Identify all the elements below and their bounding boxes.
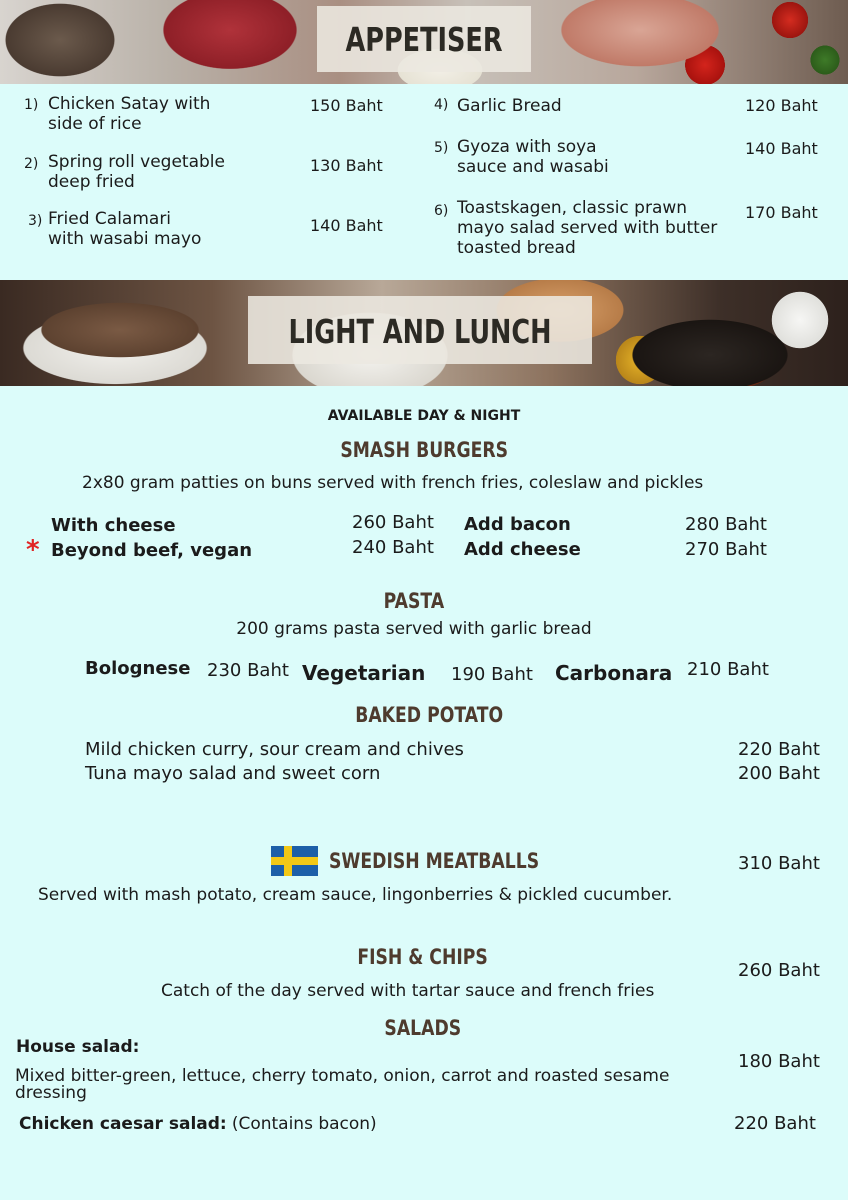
item-number: 6) [434,203,449,219]
item-price: 140 Baht [310,216,383,235]
item-price: 180 Baht [738,1051,820,1072]
menu-item-name: Add bacon [464,514,571,535]
item-description [15,1068,669,1102]
item-number: 4) [434,97,449,113]
menu-item-name: Tuna mayo salad and sweet corn [85,763,381,784]
item-line: deep fried [48,172,135,192]
item-price: 120 Baht [745,96,818,115]
item-line: Gyoza with soya [457,137,597,157]
item-line: Fried Calamari [48,209,172,229]
item-price: 190 Baht [451,664,533,685]
menu-item-name: Bolognese [85,658,191,679]
menu-item-name [48,94,210,134]
menu-item-name: Add cheese [464,539,581,560]
appetiser-title-plate [317,6,531,72]
item-line: mayo salad served with butter [457,218,718,238]
section-heading: SALADS [384,1016,462,1040]
item-number: 2) [24,156,39,172]
item-line: Spring roll vegetable [48,152,225,172]
appetiser-banner [0,0,848,84]
menu-item-name: Chicken caesar salad: [19,1114,227,1134]
menu-item-name [48,152,225,192]
item-number: 1) [24,97,39,113]
description-line: Mixed bitter-green, lettuce, cherry tomato, onion, carrot and roasted sesame [15,1066,670,1086]
item-line: Toastskagen, classic prawn [457,198,688,218]
item-price: 280 Baht [685,514,767,535]
menu-item-name: House salad: [16,1037,140,1057]
item-line: Garlic Bread [457,96,562,116]
section-description: Catch of the day served with tartar sauce and french fries [161,981,655,1001]
description-line: dressing [15,1083,87,1103]
item-price: 200 Baht [738,763,820,784]
item-price: 210 Baht [687,659,769,680]
item-line: side of rice [48,114,142,134]
menu-item-name [457,137,609,177]
section-heading: FISH & CHIPS [357,945,489,969]
item-line: Chicken Satay with [48,94,211,114]
section-description: 2x80 gram patties on buns served with french fries, coleslaw and pickles [82,473,704,493]
item-line: sauce and wasabi [457,157,609,177]
section-heading: SWEDISH MEATBALLS [329,849,540,873]
burgers-section [0,438,848,462]
item-price: 270 Baht [685,539,767,560]
menu-item-name [48,209,201,249]
item-line: toasted bread [457,238,576,258]
availability-note: AVAILABLE DAY & NIGHT [327,408,521,424]
caesar-salad-item [19,1114,377,1134]
fish-section [0,945,846,969]
section-heading: SMASH BURGERS [340,438,508,462]
potato-section [0,703,848,727]
lunch-banner [0,280,848,386]
menu-item-name: With cheese [51,515,176,536]
menu-item-name [457,96,562,116]
menu-item-name: Mild chicken curry, sour cream and chives [85,739,464,760]
vegan-marker-icon: * [26,535,40,565]
item-price: 150 Baht [310,96,383,115]
appetiser-title: APPETISER [345,20,503,59]
menu-item-name: Vegetarian [302,661,426,685]
menu-item-name: Carbonara [555,661,673,685]
item-number: 5) [434,140,449,156]
item-price: 310 Baht [738,853,820,874]
item-price: 240 Baht [352,537,434,558]
item-price: 220 Baht [734,1113,816,1134]
pasta-section [0,589,828,613]
flag-cross-horizontal [271,857,318,865]
item-price: 230 Baht [207,660,289,681]
section-description: 200 grams pasta served with garlic bread [236,619,592,639]
item-price: 260 Baht [352,512,434,533]
item-price: 170 Baht [745,203,818,222]
item-number: 3) [28,213,43,229]
lunch-title: LIGHT AND LUNCH [288,312,552,351]
item-note: (Contains bacon) [231,1114,377,1134]
lunch-title-plate [248,296,592,364]
sweden-flag-icon [271,846,318,876]
section-heading: BAKED POTATO [355,703,503,727]
menu-item-name: Beyond beef, vegan [51,540,253,561]
item-price: 130 Baht [310,156,383,175]
item-price: 220 Baht [738,739,820,760]
item-price: 140 Baht [745,139,818,158]
item-price: 260 Baht [738,960,820,981]
section-heading: PASTA [383,589,445,613]
section-description: Served with mash potato, cream sauce, lingonberries & pickled cucumber. [38,885,673,905]
item-line: with wasabi mayo [48,229,202,249]
menu-item-name [457,198,717,258]
